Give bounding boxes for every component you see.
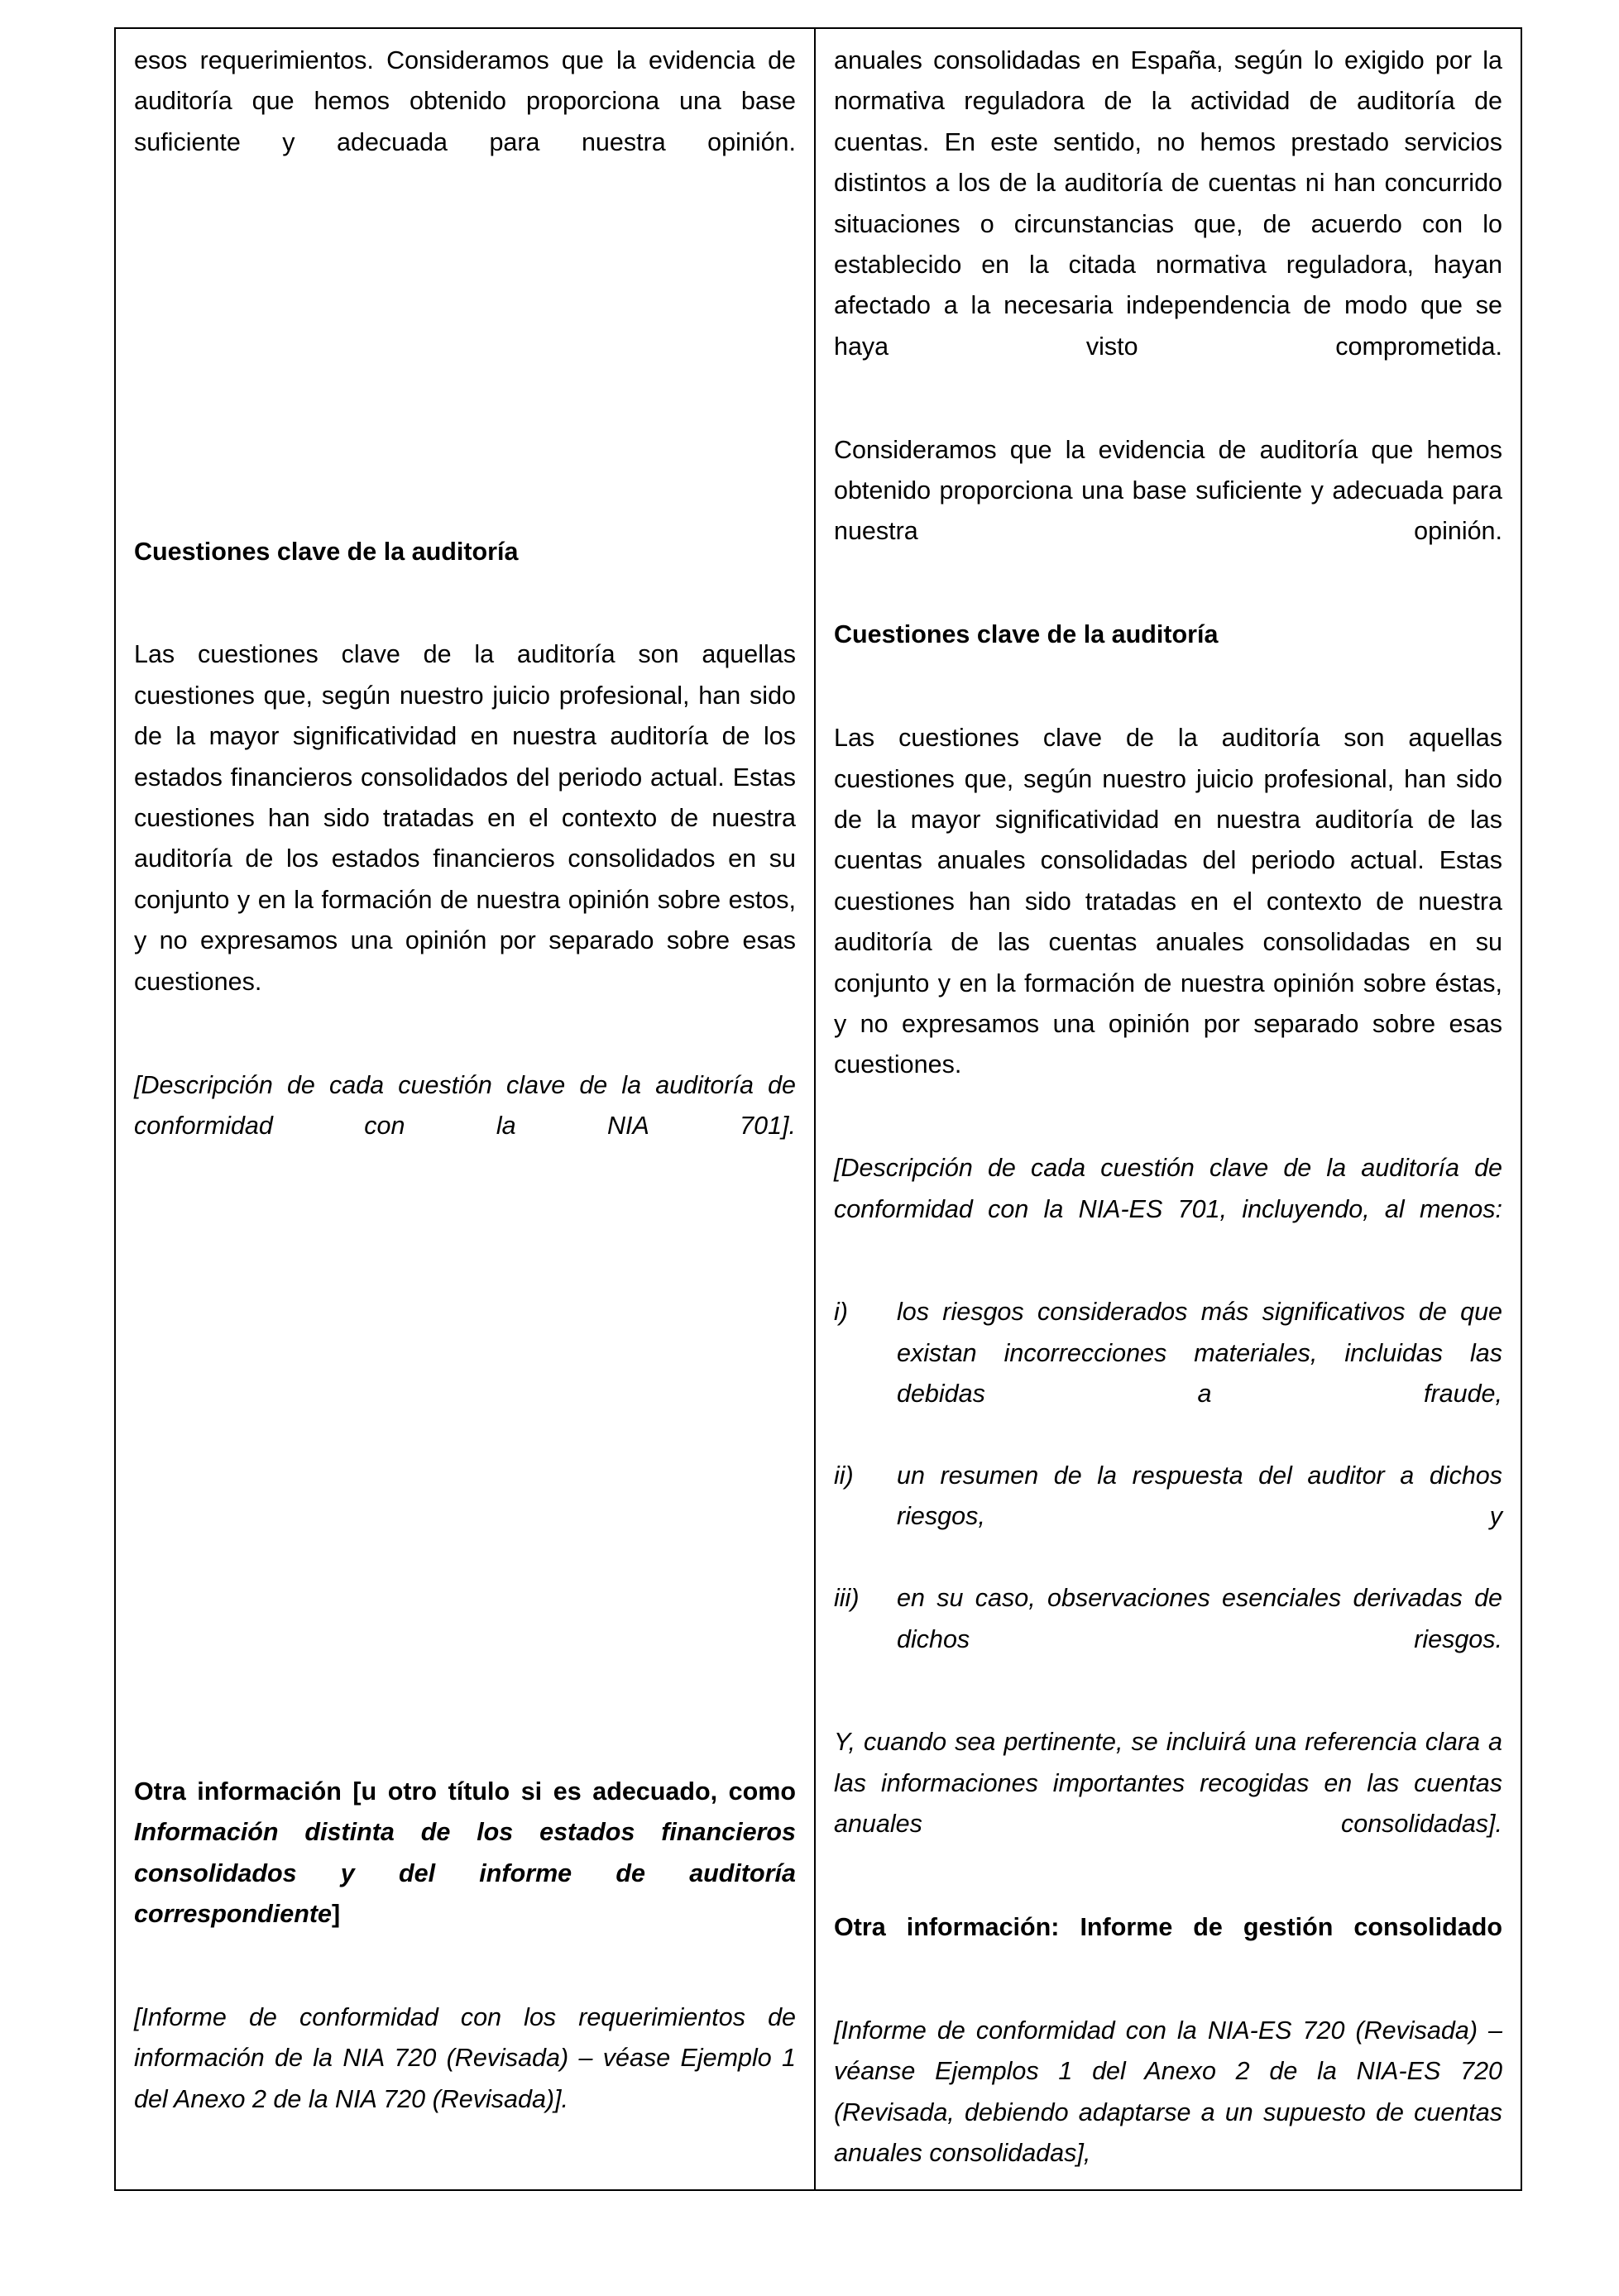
- list-item-marker-ii: ii): [834, 1461, 854, 1490]
- left-heading-otra-informacion-italic-title: Información distinta de los estados financieros consolidados y del informe de auditoría correspondiente: [134, 1818, 796, 1928]
- right-heading-otra-informacion: Otra información: Informe de gestión consolidado: [834, 1913, 1502, 1942]
- list-item: [834, 1292, 1502, 1456]
- left-paragraph-informe-nia720: [Informe de conformidad con los requerimientos de información de la NIA 720 (Revisada) – véase Ejemplo 1 del Anexo 2 de la NIA 720 (Revisada)].: [134, 2002, 796, 2113]
- left-heading-otra-informacion: [134, 1772, 796, 1976]
- left-column-cell: [115, 28, 815, 2190]
- table-row: [115, 28, 1521, 2190]
- right-paragraph-informe-niaes720: [Informe de conformidad con la NIA-ES 720 (Revisada) – véanse Ejemplos 1 del Anexo 2 de la NIA-ES 720 (Revisada, debiendo adaptarse a un supuesto de cuentas anuales consolidadas],: [834, 2016, 1502, 2168]
- left-heading-otra-informacion-part3: ]: [331, 1899, 341, 1928]
- list-item-text-ii: un resumen de la respuesta del auditor a dichos riesgos, y: [897, 1461, 1502, 1531]
- list-item-text-iii: en su caso, observaciones esenciales derivadas de dichos riesgos.: [897, 1584, 1502, 1653]
- list-item: [834, 1578, 1502, 1700]
- list-item-marker-i: i): [834, 1298, 848, 1327]
- left-heading-cuestiones-clave: Cuestiones clave de la auditoría: [134, 537, 519, 566]
- right-paragraph-evidencia: Consideramos que la evidencia de auditoría que hemos obtenido proporciona una base suficiente y adecuada para nuestra opinión.: [834, 435, 1502, 546]
- left-column-vertical-spacer: [134, 226, 796, 532]
- comparison-table: [114, 27, 1522, 2191]
- right-paragraph-descripcion-niaes701: [Descripción de cada cuestión clave de la auditoría de conformidad con la NIA-ES 701, incluyendo, al menos:: [834, 1154, 1502, 1223]
- right-roman-list: [834, 1292, 1502, 1700]
- right-paragraph-referencia-clara: Y, cuando sea pertinente, se incluirá una referencia clara a las informaciones importantes recogidas en las cuentas anuales consolidadas].: [834, 1728, 1502, 1839]
- left-paragraph-descripcion-nia701: [Descripción de cada cuestión clave de la auditoría de conformidad con la NIA 701].: [134, 1070, 796, 1140]
- right-heading-cuestiones-clave: Cuestiones clave de la auditoría: [834, 620, 1219, 649]
- right-paragraph-independencia: anuales consolidadas en España, según lo exigido por la normativa reguladora de la actividad de auditoría de cuentas. En este sentido, no hemos prestado servicios distintos a los de la auditoría de cuentas ni han concurrido situaciones o circunstancias que, de acuerdo con lo establecido en la citada normativa reguladora, hayan afectado a la necesaria independencia de modo que se haya visto comprometida.: [834, 46, 1502, 361]
- list-item: [834, 1456, 1502, 1578]
- right-paragraph-cuestiones-clave-body: Las cuestiones clave de la auditoría son aquellas cuestiones que, según nuestro juicio profesional, han sido de la mayor significatividad en nuestra auditoría de las cuentas anuales consolidadas del periodo actual. Estas cuestiones han sido tratadas en el contexto de nuestra auditoría de las cuentas anuales consolidadas en su conjunto y en la formación de nuestra opinión sobre éstas, y no expresamos una opinión por separado sobre esas cuestiones.: [834, 724, 1502, 1079]
- left-heading-otra-informacion-part1: Otra información [u otro título si es adecuado, como: [134, 1777, 796, 1806]
- right-column-cell: [815, 28, 1521, 2190]
- left-paragraph-opinion-basis: esos requerimientos. Consideramos que la evidencia de auditoría que hemos obtenido proporciona una base suficiente y adecuada para nuestra opinión.: [134, 46, 796, 156]
- list-item-text-i: los riesgos considerados más significativos de que existan incorrecciones materiales, incluidas las debidas a fraude,: [897, 1298, 1502, 1409]
- list-item-marker-iii: iii): [834, 1584, 860, 1613]
- left-column-vertical-spacer-2: [134, 1209, 796, 1772]
- left-paragraph-cuestiones-clave-body: Las cuestiones clave de la auditoría son aquellas cuestiones que, según nuestro juicio profesional, han sido de la mayor significatividad en nuestra auditoría de los estados financieros consolidados del periodo actual. Estas cuestiones han sido tratadas en el contexto de nuestra auditoría de los estados financieros consolidados en su conjunto y en la formación de nuestra opinión sobre estos, y no expresamos una opinión por separado sobre esas cuestiones.: [134, 640, 796, 996]
